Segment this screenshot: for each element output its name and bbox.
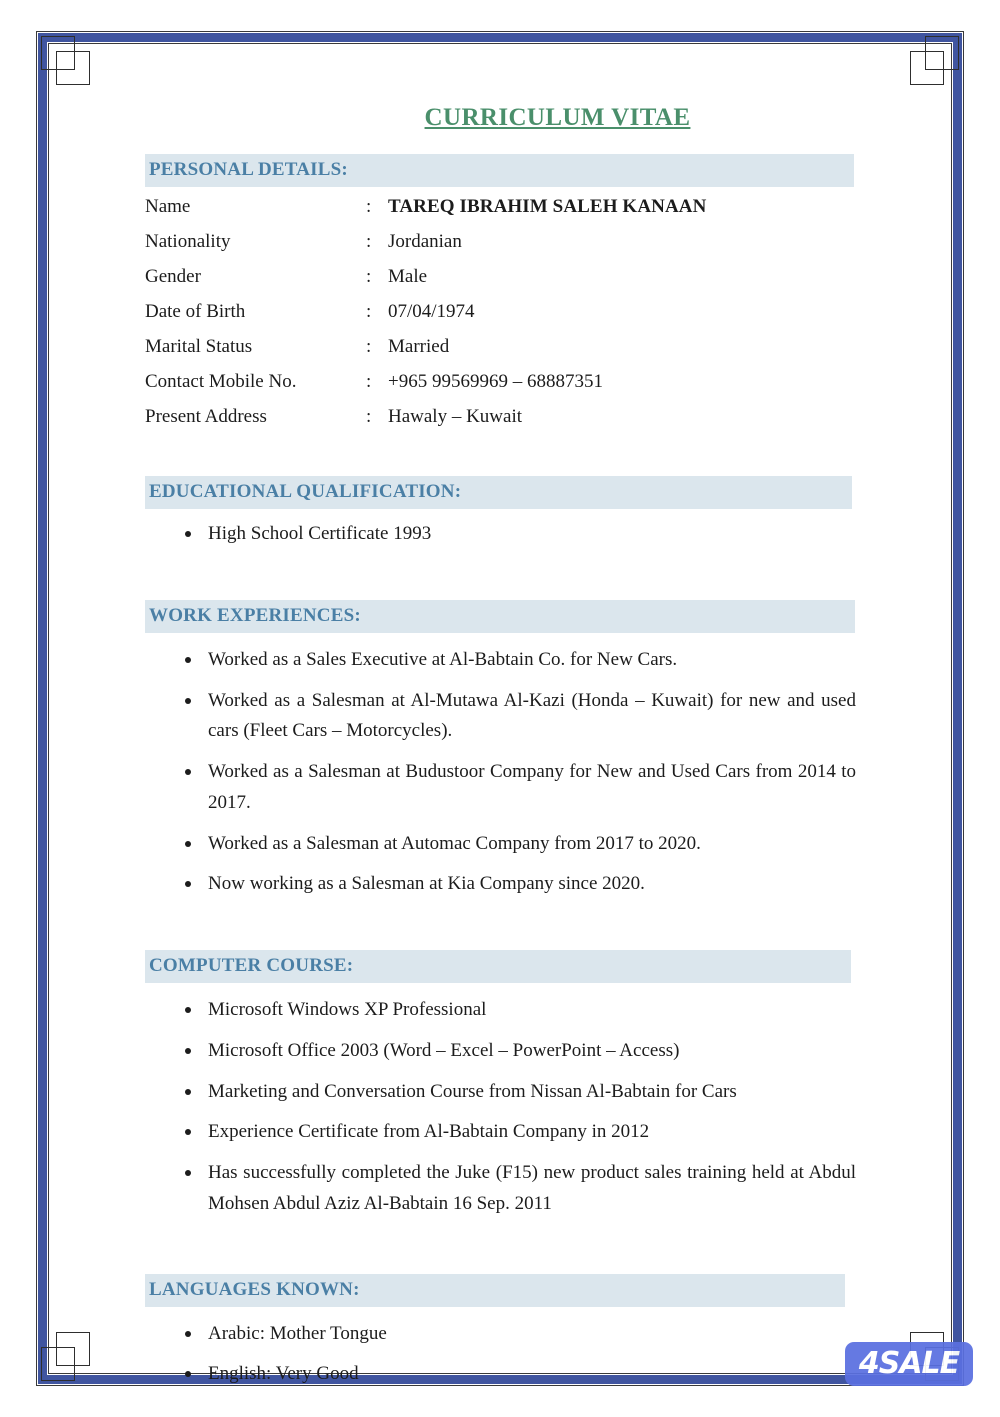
- personal-details-table: [145, 197, 860, 426]
- field-value-nationality: Jordanian: [388, 231, 462, 252]
- watermark-logo: [845, 1342, 973, 1386]
- field-separator: :: [366, 196, 372, 217]
- list-item: Now working as a Salesman at Kia Company since 2020.: [145, 869, 860, 900]
- table-row: [145, 197, 860, 216]
- list-item: Worked as a Salesman at Budustoor Company for New and Used Cars from 2014 to 2017.: [145, 757, 860, 819]
- list-item: Experience Certificate from Al-Babtain Company in 2012: [145, 1117, 860, 1148]
- work-experience-list: [145, 645, 860, 900]
- field-label-contact-mobile: Contact Mobile No.: [145, 371, 297, 392]
- spacer: [145, 560, 860, 600]
- table-row: [145, 302, 860, 321]
- field-value-contact-mobile: +965 99569969 – 68887351: [388, 371, 603, 392]
- field-separator: :: [366, 371, 372, 392]
- cv-content: [145, 104, 860, 1400]
- field-label-nationality: Nationality: [145, 231, 231, 252]
- spacer: [145, 910, 860, 950]
- watermark-label: 4SALE: [858, 1346, 960, 1381]
- field-separator: :: [366, 301, 372, 322]
- list-item: Has successfully completed the Juke (F15) new product sales training held at Abdul Mohsen Abdul Aziz Al-Babtain 16 Sep. 2011: [145, 1158, 860, 1220]
- spacer: [145, 1230, 860, 1274]
- field-label-gender: Gender: [145, 266, 201, 287]
- spacer: [145, 442, 860, 476]
- field-label-date-of-birth: Date of Birth: [145, 301, 246, 322]
- corner-ornament-top-left-square-b: [56, 51, 90, 85]
- corner-ornament-top-right-square-b: [910, 51, 944, 85]
- field-value-marital-status: Married: [388, 336, 450, 357]
- field-separator: :: [366, 231, 372, 252]
- section-heading-personal-details: PERSONAL DETAILS:: [145, 154, 854, 187]
- list-item: Microsoft Office 2003 (Word – Excel – PowerPoint – Access): [145, 1036, 860, 1067]
- field-value-name: TAREQ IBRAHIM SALEH KANAAN: [388, 196, 707, 217]
- section-heading-computer-course: COMPUTER COURSE:: [145, 950, 851, 983]
- languages-list: [145, 1319, 860, 1391]
- field-separator: :: [366, 336, 372, 357]
- table-row: [145, 372, 860, 391]
- table-row: [145, 407, 860, 426]
- list-item: Microsoft Windows XP Professional: [145, 995, 860, 1026]
- corner-ornament-bottom-left-square-b: [56, 1332, 90, 1366]
- list-item: Marketing and Conversation Course from Nissan Al-Babtain for Cars: [145, 1077, 860, 1108]
- list-item: English: Very Good: [145, 1359, 860, 1390]
- table-row: [145, 337, 860, 356]
- table-row: [145, 267, 860, 286]
- page-title: CURRICULUM VITAE: [424, 104, 691, 131]
- field-label-marital-status: Marital Status: [145, 336, 253, 357]
- list-item: High School Certificate 1993: [145, 519, 860, 550]
- field-label-present-address: Present Address: [145, 406, 267, 427]
- field-separator: :: [366, 406, 372, 427]
- list-item: Worked as a Salesman at Automac Company from 2017 to 2020.: [145, 829, 860, 860]
- section-heading-languages-known: LANGUAGES KNOWN:: [145, 1274, 845, 1307]
- field-value-present-address: Hawaly – Kuwait: [388, 406, 523, 427]
- field-value-date-of-birth: 07/04/1974: [388, 301, 475, 322]
- field-label-name: Name: [145, 196, 191, 217]
- list-item: Arabic: Mother Tongue: [145, 1319, 860, 1350]
- field-separator: :: [366, 266, 372, 287]
- list-item: Worked as a Sales Executive at Al-Babtain Co. for New Cars.: [145, 645, 860, 676]
- list-item: Worked as a Salesman at Al-Mutawa Al-Kazi (Honda – Kuwait) for new and used cars (Fleet Cars – Motorcycles).: [145, 686, 860, 748]
- section-heading-educational-qualification: EDUCATIONAL QUALIFICATION:: [145, 476, 852, 509]
- education-list: [145, 519, 860, 550]
- computer-course-list: [145, 995, 860, 1220]
- table-row: [145, 232, 860, 251]
- section-heading-work-experiences: WORK EXPERIENCES:: [145, 600, 855, 633]
- field-value-gender: Male: [388, 266, 428, 287]
